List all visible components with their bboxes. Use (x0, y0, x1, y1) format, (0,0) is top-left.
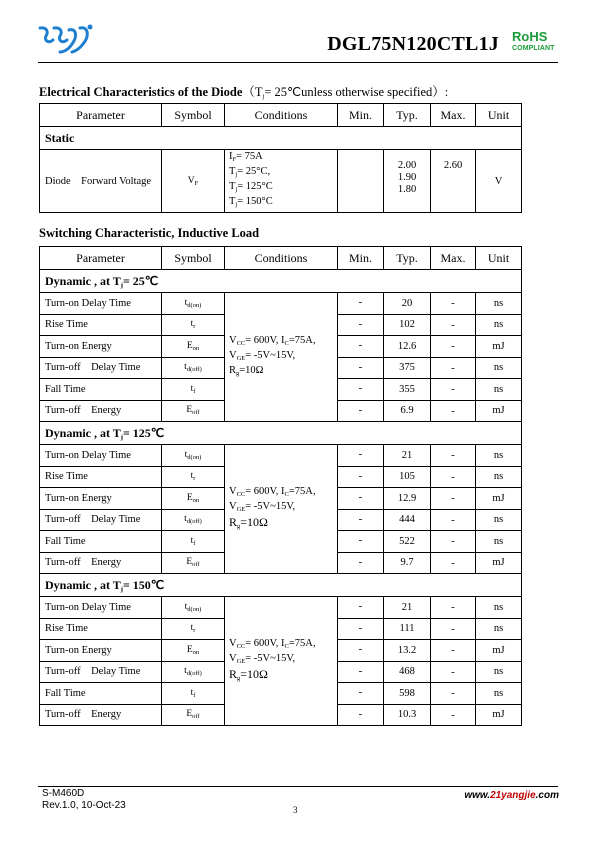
part-number: DGL75N120CTL1J (327, 33, 499, 55)
symbol: $t_f$ (162, 683, 225, 705)
col-max: Max. (431, 247, 476, 270)
max-value: - (431, 531, 476, 553)
col-conditions: Conditions (225, 247, 338, 270)
page-number: 3 (293, 805, 298, 815)
symbol: $t_{d(off)}$ (162, 661, 225, 683)
dynamic-section-row (40, 422, 522, 445)
unit-value: ns (476, 661, 522, 683)
max-value: - (431, 400, 476, 422)
typ-value: 105 (384, 466, 431, 488)
diode-typ: 2.00 1.90 1.80 (384, 150, 431, 213)
diode-forward-voltage-row (40, 150, 522, 213)
typ-value: 12.6 (384, 336, 431, 358)
footer-doc-info (42, 788, 126, 812)
param-forward-voltage: Diode Forward Voltage (40, 150, 162, 213)
typ-value: 444 (384, 509, 431, 531)
typ-value: 21 (384, 597, 431, 619)
param-name: Turn-off Delay Time (40, 509, 162, 531)
typ-value: 21 (384, 445, 431, 467)
min-value: - (338, 683, 384, 705)
symbol: $E_{off}$ (162, 552, 225, 574)
max-value: - (431, 488, 476, 510)
unit-value: ns (476, 683, 522, 705)
min-value: - (338, 661, 384, 683)
dynamic-section-row (40, 574, 522, 597)
diode-max: 2.60 (431, 150, 476, 213)
switching-header-row (40, 247, 522, 270)
symbol: $t_{d(off)}$ (162, 357, 225, 379)
col-conditions: Conditions (225, 104, 338, 127)
max-value: - (431, 466, 476, 488)
col-parameter: Parameter (40, 247, 162, 270)
param-name: Turn-off Energy (40, 552, 162, 574)
diode-section-row (40, 127, 522, 150)
param-name: Turn-on Delay Time (40, 445, 162, 467)
diode-conditions: $I_F= 75A$ $T_j= 25^\circ C$, $T_j= 125^\circ C$ $T_j= 150^\circ C$ (225, 150, 338, 213)
min-value: - (338, 379, 384, 401)
max-value: - (431, 683, 476, 705)
test-conditions: $V_{CC}= 600V$, $I_C=75A$, $V_{GE}=$ -5V~15V, $R_g=10\Omega$ (225, 597, 338, 726)
max-value: - (431, 445, 476, 467)
param-name: Turn-on Energy (40, 336, 162, 358)
max-value: - (431, 704, 476, 726)
unit-value: mJ (476, 488, 522, 510)
typ-value: 9.7 (384, 552, 431, 574)
symbol: $E_{off}$ (162, 400, 225, 422)
unit-value: ns (476, 445, 522, 467)
unit-value: ns (476, 531, 522, 553)
dynamic-section-row (40, 270, 522, 293)
table-row (40, 597, 522, 619)
typ-value: 522 (384, 531, 431, 553)
section-dynamic-title: Dynamic , at $T_j=$ 150℃ (40, 574, 522, 597)
typ-value: 355 (384, 379, 431, 401)
max-value: - (431, 379, 476, 401)
min-value: - (338, 400, 384, 422)
symbol: $t_r$ (162, 466, 225, 488)
section-static: Static (40, 127, 522, 150)
param-name: Turn-off Delay Time (40, 357, 162, 379)
param-name: Fall Time (40, 379, 162, 401)
min-value: - (338, 597, 384, 619)
symbol: $t_{d(on)}$ (162, 445, 225, 467)
min-value: - (338, 552, 384, 574)
rohs-badge (512, 30, 555, 54)
symbol: $t_{d(on)}$ (162, 597, 225, 619)
min-value: - (338, 336, 384, 358)
symbol: $t_{d(on)}$ (162, 293, 225, 315)
unit-value: mJ (476, 704, 522, 726)
typ-value: 10.3 (384, 704, 431, 726)
max-value: - (431, 597, 476, 619)
unit-value: ns (476, 357, 522, 379)
unit-value: ns (476, 509, 522, 531)
min-value: - (338, 445, 384, 467)
unit-value: ns (476, 597, 522, 619)
test-conditions: $V_{CC}= 600V$, $I_C=75A$, $V_{GE}=$ -5V~15V, $R_g=10\Omega$ (225, 445, 338, 574)
symbol: $t_f$ (162, 531, 225, 553)
typ-value: 102 (384, 314, 431, 336)
min-value: - (338, 531, 384, 553)
min-value: - (338, 618, 384, 640)
unit-value: ns (476, 314, 522, 336)
param-name: Turn-off Delay Time (40, 661, 162, 683)
diode-title-text: Electrical Characteristics of the Diode (39, 85, 243, 99)
unit-value: mJ (476, 336, 522, 358)
max-value: - (431, 509, 476, 531)
symbol: $E_{on}$ (162, 336, 225, 358)
typ-value: 375 (384, 357, 431, 379)
unit-value: ns (476, 618, 522, 640)
test-conditions: $V_{CC}= 600V$, $I_C=75A$, $V_{GE}=$ -5V~15V, $R_g=10\Omega$ (225, 293, 338, 422)
col-min: Min. (338, 247, 384, 270)
typ-value: 13.2 (384, 640, 431, 662)
diode-condition: （$T_j=$ 25℃unless otherwise specified）: (242, 85, 449, 100)
min-value: - (338, 357, 384, 379)
switching-section-title: Switching Characteristic, Inductive Load (39, 226, 260, 240)
max-value: - (431, 618, 476, 640)
param-name: Fall Time (40, 531, 162, 553)
param-name: Rise Time (40, 466, 162, 488)
switching-table (39, 246, 522, 726)
typ-value: 468 (384, 661, 431, 683)
max-value: - (431, 293, 476, 315)
diode-section-title (39, 82, 448, 100)
diode-unit: V (476, 150, 522, 213)
section-dynamic-title: Dynamic , at $T_j=$ 25℃ (40, 270, 522, 293)
symbol: $t_{d(off)}$ (162, 509, 225, 531)
param-name: Fall Time (40, 683, 162, 705)
max-value: - (431, 357, 476, 379)
revision: Rev.1.0, 10-Oct-23 (42, 800, 126, 811)
col-symbol: Symbol (162, 104, 225, 127)
symbol: $E_{on}$ (162, 640, 225, 662)
col-max: Max. (431, 104, 476, 127)
typ-value: 20 (384, 293, 431, 315)
doc-code: S-M460D (42, 788, 85, 799)
min-value: - (338, 509, 384, 531)
table-row (40, 445, 522, 467)
diode-table (39, 103, 522, 213)
max-value: - (431, 661, 476, 683)
company-logo (36, 22, 98, 56)
table-row (40, 293, 522, 315)
col-parameter: Parameter (40, 104, 162, 127)
col-typ: Typ. (384, 104, 431, 127)
min-value: - (338, 466, 384, 488)
col-typ: Typ. (384, 247, 431, 270)
unit-value: mJ (476, 400, 522, 422)
unit-value: ns (476, 466, 522, 488)
symbol-vf: $V_F$ (162, 150, 225, 213)
unit-value: ns (476, 379, 522, 401)
col-symbol: Symbol (162, 247, 225, 270)
col-unit: Unit (476, 104, 522, 127)
symbol: $E_{off}$ (162, 704, 225, 726)
param-name: Turn-on Delay Time (40, 597, 162, 619)
symbol: $E_{on}$ (162, 488, 225, 510)
website-link[interactable]: www.21yangjie.com (464, 790, 559, 801)
rohs-label: RoHS (512, 29, 548, 44)
max-value: - (431, 640, 476, 662)
min-value: - (338, 640, 384, 662)
symbol: $t_f$ (162, 379, 225, 401)
min-value: - (338, 488, 384, 510)
param-name: Turn-off Energy (40, 400, 162, 422)
typ-value: 111 (384, 618, 431, 640)
footer-divider (38, 786, 558, 787)
symbol: $t_r$ (162, 314, 225, 336)
min-value: - (338, 293, 384, 315)
diode-header-row (40, 104, 522, 127)
param-name: Turn-on Energy (40, 640, 162, 662)
max-value: - (431, 314, 476, 336)
max-value: - (431, 552, 476, 574)
param-name: Turn-on Delay Time (40, 293, 162, 315)
param-name: Rise Time (40, 314, 162, 336)
min-value: - (338, 704, 384, 726)
param-name: Rise Time (40, 618, 162, 640)
min-value: - (338, 314, 384, 336)
param-name: Turn-on Energy (40, 488, 162, 510)
diode-min (338, 150, 384, 213)
symbol: $t_r$ (162, 618, 225, 640)
section-dynamic-title: Dynamic , at $T_j=$ 125℃ (40, 422, 522, 445)
rohs-compliant-label: COMPLIANT (512, 45, 555, 52)
param-name: Turn-off Energy (40, 704, 162, 726)
unit-value: mJ (476, 552, 522, 574)
col-unit: Unit (476, 247, 522, 270)
max-value: - (431, 336, 476, 358)
unit-value: mJ (476, 640, 522, 662)
typ-value: 6.9 (384, 400, 431, 422)
unit-value: ns (476, 293, 522, 315)
typ-value: 598 (384, 683, 431, 705)
col-min: Min. (338, 104, 384, 127)
header-divider (38, 62, 558, 63)
typ-value: 12.9 (384, 488, 431, 510)
